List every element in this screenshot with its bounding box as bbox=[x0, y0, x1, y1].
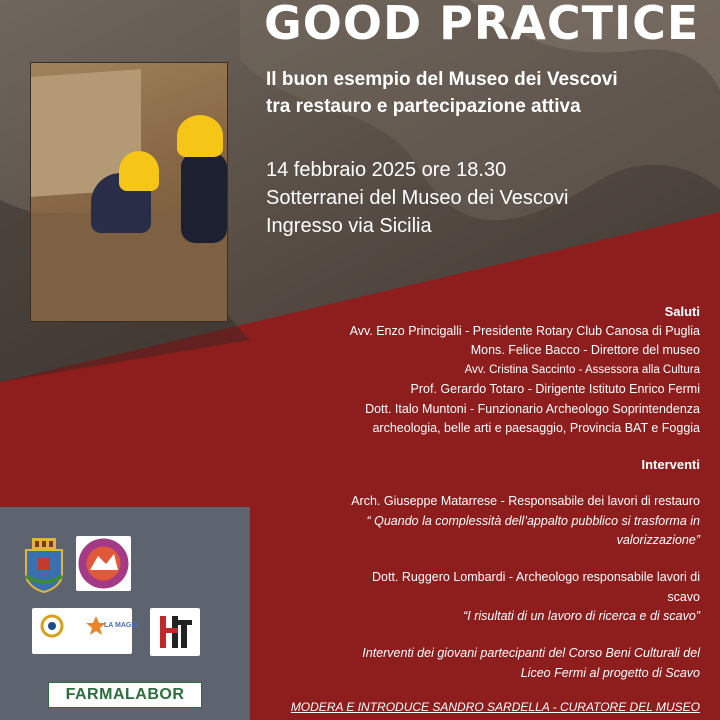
saluti-section bbox=[350, 302, 700, 439]
intervento-matarrese bbox=[351, 492, 700, 551]
excavation-photo bbox=[30, 62, 228, 322]
page-title: GOOD PRACTICE bbox=[264, 0, 700, 50]
saluti-line: Mons. Felice Bacco - Direttore del museo bbox=[470, 343, 700, 357]
interventi-heading: Interventi bbox=[641, 457, 700, 472]
moderator-line: MODERA E INTRODUCE SANDRO SARDELLA - CURATORE DEL MUSEO bbox=[290, 700, 700, 714]
farmalabor-logo bbox=[48, 682, 202, 708]
intervento-studenti bbox=[362, 644, 700, 683]
subtitle-line: Il buon esempio del Museo dei Vescovi bbox=[266, 69, 618, 90]
talk-title: “I risultati di un lavoro di ricerca e di scavo” bbox=[463, 609, 700, 623]
students-line: Liceo Fermi al progetto di Scavo bbox=[520, 665, 700, 680]
project-logo bbox=[76, 536, 131, 591]
rotary-wheel-icon bbox=[40, 614, 64, 638]
interventi-heading-block bbox=[641, 455, 700, 475]
saluti-line: Avv. Enzo Princigalli - Presidente Rotary Club Canosa di Puglia bbox=[349, 323, 700, 338]
talk-title: “ Quando la complessità dell’appalto pubblico si trasforma in bbox=[366, 513, 700, 528]
subtitle-line: tra restauro e partecipazione attiva bbox=[266, 96, 581, 117]
event-details bbox=[266, 156, 568, 240]
speaker-name: Arch. Giuseppe Matarrese - Responsabile dei lavori di restauro bbox=[351, 494, 700, 508]
farmalabor-text: FARMALABOR bbox=[65, 686, 185, 703]
students-line: Interventi dei giovani partecipanti del Corso Beni Culturali del bbox=[362, 646, 700, 660]
event-venue: Sotterranei del Museo dei Vescovi bbox=[266, 187, 569, 209]
saluti-line: archeologia, belle arti e paesaggio, Provincia BAT e Foggia bbox=[372, 421, 700, 435]
speaker-name: Dott. Ruggero Lombardi - Archeologo responsabile lavori di bbox=[372, 570, 700, 584]
ht-logo bbox=[150, 608, 200, 656]
hard-hat-icon bbox=[177, 115, 223, 157]
la-magia-text: LA MAGIA bbox=[104, 622, 139, 629]
event-entrance: Ingresso via Sicilia bbox=[266, 215, 432, 237]
speaker-name: scavo bbox=[667, 589, 700, 604]
saluti-heading: Saluti bbox=[664, 304, 700, 319]
city-coat-of-arms-icon bbox=[22, 536, 66, 594]
hard-hat-icon bbox=[119, 151, 159, 191]
talk-title: valorizzazione” bbox=[616, 533, 700, 547]
intervento-lombardi bbox=[372, 568, 700, 627]
saluti-line: Dott. Italo Muntoni - Funzionario Archeologo Soprintendenza bbox=[365, 401, 700, 416]
subtitle bbox=[266, 66, 706, 120]
rotary-la-magia-logo bbox=[32, 608, 139, 654]
saluti-line: Prof. Gerardo Totaro - Dirigente Istituto Enrico Fermi bbox=[410, 382, 700, 396]
event-date: 14 febbraio 2025 ore 18.30 bbox=[266, 159, 507, 181]
saluti-line: Avv. Cristina Saccinto - Assessora alla Cultura bbox=[464, 363, 700, 376]
